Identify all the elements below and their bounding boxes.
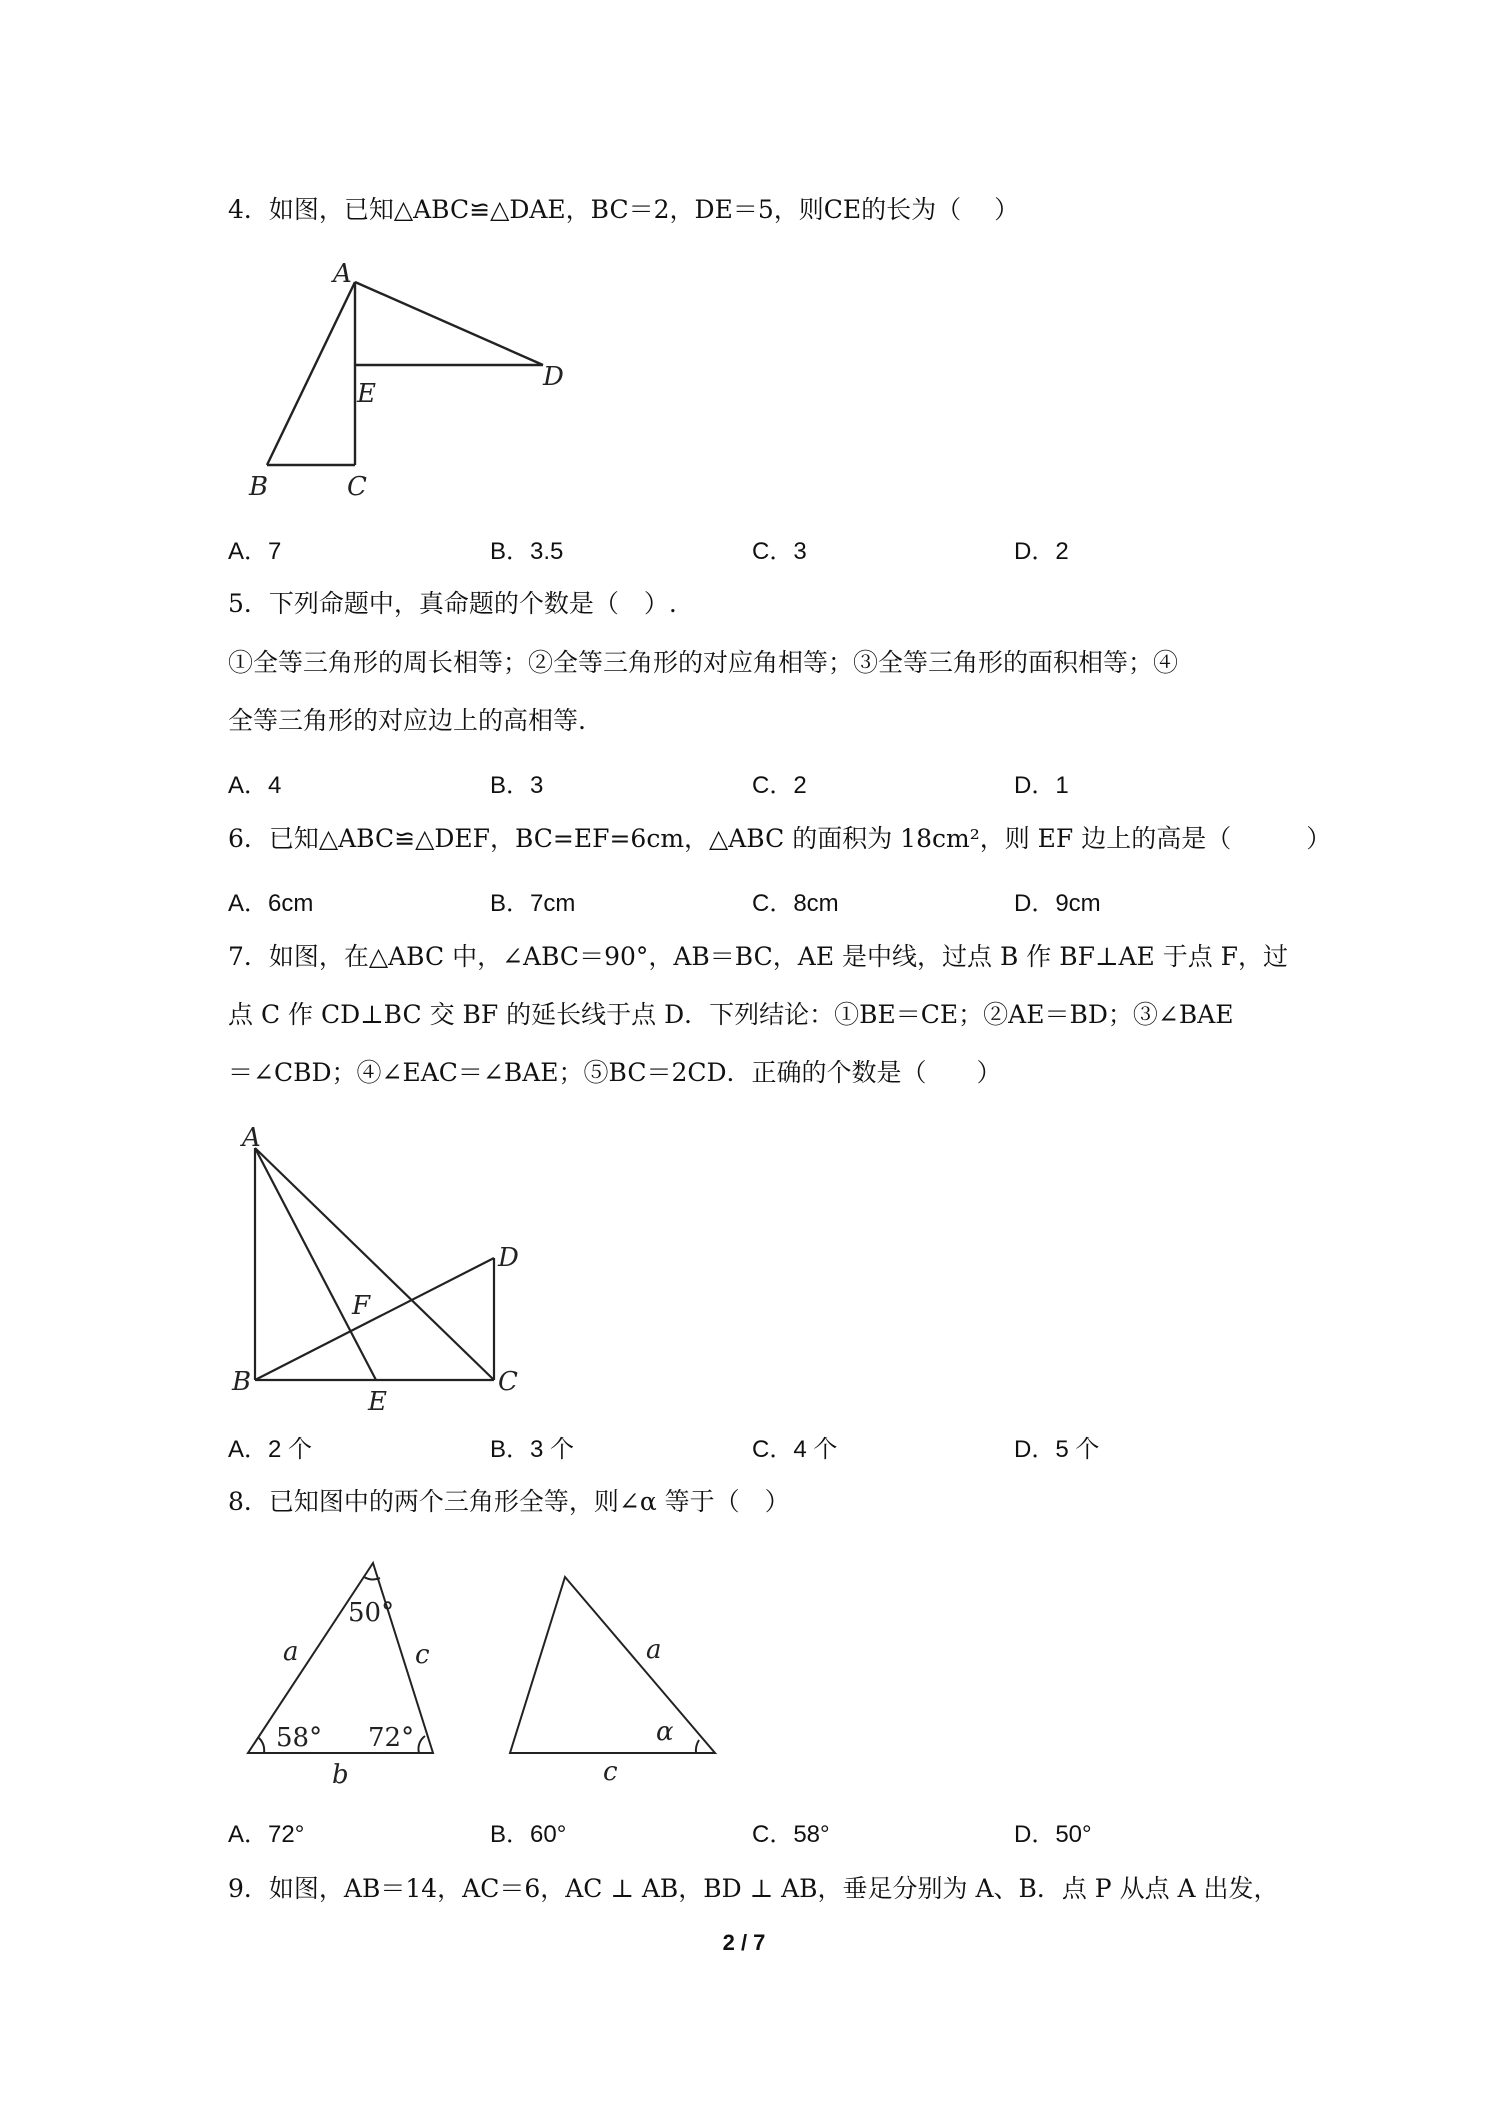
q6-stem: 6．已知△ABC≌△DEF，BC=EF=6cm，△ABC 的面积为 18cm²，则 EF 边上的高是（ ） [228,824,1332,853]
q5-statements-line2: 全等三角形的对应边上的高相等. [228,706,586,735]
q8-option-d[interactable]: D．50° [1014,1821,1092,1848]
q5-option-d[interactable]: D．1 [1014,772,1069,799]
page-number: 2 / 7 [722,1930,766,1955]
q7-stem-line2: 点 C 作 CD⊥BC 交 BF 的延长线于点 D．下列结论：①BE＝CE；②AE＝BD；③∠BAE [228,1000,1234,1029]
q8-right-triangle [510,1577,715,1753]
q8-options [228,1814,1328,1854]
q4-label-c: C [347,472,367,502]
q8-right-side-a: a [646,1635,662,1665]
q4-label-d: D [543,362,564,392]
q8-left-right-angle-arc [418,1736,425,1753]
q7-seg-bd [255,1258,494,1380]
q4-options [228,531,1328,571]
q7-label-c: C [498,1367,518,1397]
q4-label-a: A [333,259,352,289]
q8-option-b[interactable]: B．60° [490,1821,567,1848]
q9-stem: 9．如图，AB＝14，AC＝6，AC ⊥ AB，BD ⊥ AB，垂足分别为 A、B．点 P 从点 A 出发， [228,1874,1279,1903]
q4-figure [225,255,585,505]
q8-left-side-a: a [283,1637,299,1667]
q7-option-d[interactable]: D．5 个 [1014,1436,1100,1463]
q7-label-a: A [242,1123,261,1153]
q6-options [228,883,1328,923]
q4-seg-ad [355,282,543,365]
q4-option-d[interactable]: D．2 [1014,538,1069,565]
q4-label-b: B [249,472,269,502]
q5-option-b[interactable]: B．3 [490,772,544,799]
q7-stem-line1: 7．如图，在△ABC 中，∠ABC＝90°，AB＝BC，AE 是中线，过点 B 作 BF⊥AE 于点 F，过 [228,942,1288,971]
q7-label-f: F [352,1291,371,1321]
q5-stem: 5．下列命题中，真命题的个数是（ ）. [228,589,677,618]
q8-left-top-angle: 50° [348,1598,395,1628]
q8-right-alpha: α [656,1717,674,1747]
q6-option-a[interactable]: A．6cm [228,890,314,917]
q5-option-a[interactable]: A．4 [228,772,282,799]
q7-label-e: E [368,1387,387,1417]
q8-right-side-c: c [603,1757,618,1787]
q5-options [228,765,1328,805]
q4-option-b[interactable]: B．3.5 [490,538,564,565]
q4-option-a[interactable]: A．7 [228,538,282,565]
q6-option-c[interactable]: C．8cm [752,890,839,917]
q7-figure [228,1118,548,1418]
q6-option-b[interactable]: B．7cm [490,890,576,917]
q8-left-side-c: c [415,1640,430,1670]
q4-label-e: E [357,379,376,409]
q8-option-a[interactable]: A．72° [228,1821,305,1848]
q7-seg-ae [255,1148,376,1380]
q4-seg-ab [267,282,355,465]
q4-option-c[interactable]: C．3 [752,538,807,565]
q8-left-left-angle: 58° [276,1723,323,1753]
q8-figure [228,1548,748,1788]
q7-option-c[interactable]: C．4 个 [752,1436,838,1463]
q8-left-left-angle-arc [259,1738,264,1753]
q7-label-b: B [232,1367,252,1397]
q7-option-b[interactable]: B．3 个 [490,1436,575,1463]
q8-left-right-angle: 72° [368,1723,415,1753]
q8-stem: 8．已知图中的两个三角形全等，则∠α 等于（ ） [228,1487,790,1516]
q7-stem-line3: ＝∠CBD；④∠EAC＝∠BAE；⑤BC＝2CD．正确的个数是（ ） [228,1058,1002,1087]
q7-label-d: D [498,1243,519,1273]
q8-option-c[interactable]: C．58° [752,1821,830,1848]
q8-right-alpha-arc [696,1740,699,1753]
q6-option-d[interactable]: D．9cm [1014,890,1101,917]
q4-stem: 4．如图，已知△ABC≌△DAE，BC＝2，DE＝5，则CE的长为（ ） [228,195,1020,224]
q8-left-side-b: b [332,1760,349,1788]
q5-option-c[interactable]: C．2 [752,772,807,799]
q7-options [228,1429,1328,1469]
q5-statements-line1: ①全等三角形的周长相等；②全等三角形的对应角相等；③全等三角形的面积相等；④ [228,648,1179,677]
q7-option-a[interactable]: A．2 个 [228,1436,313,1463]
q7-seg-ac [255,1148,494,1380]
